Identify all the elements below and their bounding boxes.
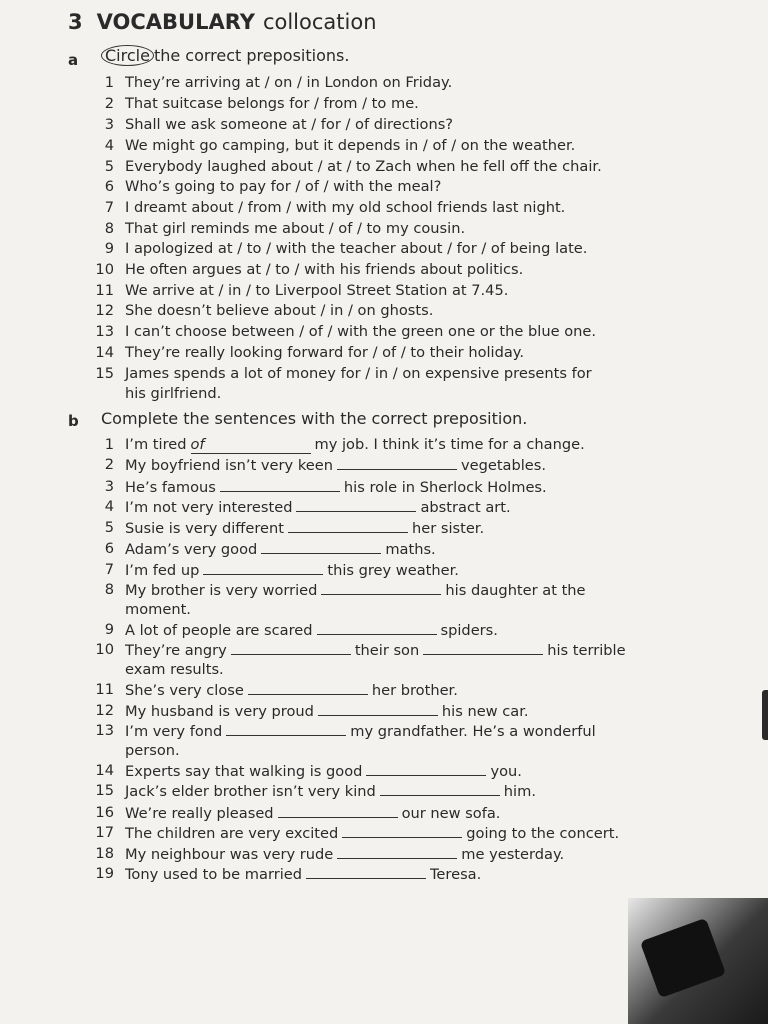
item-number: 3: [104, 116, 114, 133]
sentence-end: our new sofa.: [401, 805, 501, 822]
item-sentence: [125, 864, 481, 885]
answer-blank[interactable]: [231, 640, 351, 655]
sentence-start: Susie is very different: [125, 520, 284, 537]
sentence-start: Tony used to be married: [125, 866, 302, 883]
answer-blank[interactable]: [261, 539, 381, 554]
answer-blank[interactable]: [318, 701, 438, 716]
item-number: 12: [95, 702, 114, 719]
sentence-start: I’m tired: [125, 436, 187, 453]
sentence-start: I’m not very interested: [125, 499, 293, 516]
sentence-start: He’s famous: [125, 479, 216, 496]
item-number: 3: [104, 478, 114, 495]
sentence-start: My brother is very worried: [125, 582, 318, 599]
sentence-end: maths.: [385, 541, 436, 558]
item-number: 4: [104, 137, 114, 154]
item-number: 18: [95, 845, 114, 862]
sentence-end: abstract art.: [420, 499, 511, 516]
item-number: 4: [104, 498, 114, 515]
sentence-end: spiders.: [440, 622, 498, 639]
sentence-end: you.: [490, 763, 522, 780]
sentence-start: We’re really pleased: [125, 805, 274, 822]
item-text[interactable]: They’re arriving at / on / in London on Friday.: [125, 74, 453, 91]
item-text[interactable]: That girl reminds me about / of / to my cousin.: [125, 220, 466, 237]
sentence-end: his role in Sherlock Holmes.: [343, 479, 547, 496]
sentence-end: her sister.: [411, 520, 485, 537]
item-number: 15: [95, 365, 114, 382]
item-text[interactable]: She doesn’t believe about / in / on ghosts.: [125, 302, 434, 319]
answer-blank[interactable]: [380, 781, 500, 796]
item-number: 13: [95, 722, 114, 739]
item-sentence: [125, 761, 522, 782]
sentence-start: I’m fed up: [125, 562, 200, 579]
answer-blank[interactable]: [220, 477, 340, 492]
item-number: 7: [104, 199, 114, 216]
sentence-start: My neighbour was very rude: [125, 846, 334, 863]
sentence-end: my job. I think it’s time for a change.: [314, 436, 585, 453]
item-sentence: [125, 680, 458, 701]
item-number: 1: [104, 74, 114, 91]
circle-word: Circle: [101, 45, 154, 66]
answer-blank-2[interactable]: [423, 640, 543, 655]
item-number: 9: [104, 621, 114, 638]
sentence-start: A lot of people are scared: [125, 622, 313, 639]
answer-blank[interactable]: [317, 620, 437, 635]
answer-blank[interactable]: [288, 518, 408, 533]
item-sentence: [125, 844, 564, 865]
item-number: 8: [104, 220, 114, 237]
sentence-end: this grey weather.: [327, 562, 459, 579]
item-sentence: [125, 518, 484, 539]
item-text[interactable]: That suitcase belongs for / from / to me.: [125, 95, 419, 112]
sentence-start: She’s very close: [125, 682, 244, 699]
item-text-continued: his girlfriend.: [125, 385, 222, 402]
item-text[interactable]: Everybody laughed about / at / to Zach when he fell off the chair.: [125, 158, 602, 175]
item-sentence: [125, 721, 596, 742]
section-a-letter: a: [68, 51, 79, 69]
item-text-continued: exam results.: [125, 661, 224, 678]
sentence-end: my grandfather. He’s a wonderful: [350, 723, 596, 740]
item-number: 7: [104, 561, 114, 578]
item-number: 12: [95, 302, 114, 319]
item-sentence: [125, 781, 536, 802]
item-number: 15: [95, 782, 114, 799]
item-number: 10: [95, 261, 114, 278]
answer-blank[interactable]: [306, 864, 426, 879]
item-sentence: [125, 580, 586, 601]
sentence-start: They’re angry: [125, 642, 227, 659]
item-text[interactable]: He often argues at / to / with his friends about politics.: [125, 261, 524, 278]
photo-corner: [628, 898, 768, 1024]
item-sentence: [125, 560, 459, 581]
item-number: 5: [104, 158, 114, 175]
answer-blank[interactable]: [248, 680, 368, 695]
item-sentence: [125, 497, 511, 518]
item-text[interactable]: I apologized at / to / with the teacher about / for / of being late.: [125, 240, 588, 257]
section-b-letter: b: [68, 412, 79, 430]
exercise-title: [68, 10, 568, 34]
item-number: 19: [95, 865, 114, 882]
answer-blank[interactable]: [226, 721, 346, 736]
item-number: 11: [95, 282, 114, 299]
item-text-continued: person.: [125, 742, 180, 759]
item-text[interactable]: They’re really looking forward for / of / to their holiday.: [125, 344, 525, 361]
item-text[interactable]: I dreamt about / from / with my old school friends last night.: [125, 199, 566, 216]
item-number: 8: [104, 581, 114, 598]
item-number: 1: [104, 436, 114, 453]
item-text[interactable]: Shall we ask someone at / for / of directions?: [125, 116, 454, 133]
item-text[interactable]: James spends a lot of money for / in / on expensive presents for: [125, 365, 592, 382]
item-number: 14: [95, 762, 114, 779]
item-sentence: [125, 701, 529, 722]
item-number: 5: [104, 519, 114, 536]
answer-blank[interactable]: of: [191, 437, 311, 454]
sentence-end: his daughter at the: [445, 582, 586, 599]
sentence-end: vegetables.: [460, 457, 547, 474]
item-text[interactable]: We might go camping, but it depends in / of / on the weather.: [125, 137, 576, 154]
item-number: 2: [104, 95, 114, 112]
item-number: 13: [95, 323, 114, 340]
exercise-subheading: collocation: [262, 10, 377, 34]
item-number: 2: [104, 456, 114, 473]
sentence-end: his new car.: [441, 703, 529, 720]
sentence-end: him.: [503, 783, 536, 800]
answer-blank[interactable]: [278, 803, 398, 818]
item-number: 10: [95, 641, 114, 658]
sentence-start: Jack’s elder brother isn’t very kind: [125, 783, 376, 800]
sentence-start: My husband is very proud: [125, 703, 314, 720]
sentence-end: Teresa.: [430, 866, 482, 883]
sentence-end: going to the concert.: [466, 825, 620, 842]
sentence-end: her brother.: [371, 682, 458, 699]
item-number: 16: [95, 804, 114, 821]
section-a-instruction: [101, 46, 349, 65]
answer-blank[interactable]: [321, 580, 441, 595]
sentence-start: My boyfriend isn’t very keen: [125, 457, 333, 474]
item-sentence: [125, 477, 547, 498]
exercise-number: 3: [68, 10, 83, 34]
sentence-start: Adam’s very good: [125, 541, 258, 558]
sentence-end: his terrible: [547, 642, 626, 659]
answer-blank[interactable]: [337, 455, 457, 470]
item-number: 11: [95, 681, 114, 698]
sentence-start: The children are very excited: [125, 825, 339, 842]
item-number: 14: [95, 344, 114, 361]
item-sentence: [125, 435, 585, 455]
section-a-instruction-rest: the correct prepositions.: [153, 46, 350, 65]
item-text[interactable]: Who’s going to pay for / of / with the meal?: [125, 178, 442, 195]
item-number: 9: [104, 240, 114, 257]
item-sentence: [125, 640, 626, 661]
answer-blank[interactable]: [342, 823, 462, 838]
section-b-instruction: Complete the sentences with the correct preposition.: [101, 409, 528, 428]
item-sentence: [125, 823, 619, 844]
answer-blank[interactable]: [366, 761, 486, 776]
sentence-start: Experts say that walking is good: [125, 763, 363, 780]
sentence-start: I’m very fond: [125, 723, 223, 740]
item-text[interactable]: I can’t choose between / of / with the green one or the blue one.: [125, 323, 596, 340]
item-number: 17: [95, 824, 114, 841]
item-number: 6: [104, 540, 114, 557]
item-sentence: [125, 803, 500, 824]
answer-blank[interactable]: [296, 497, 416, 512]
item-text-continued: moment.: [125, 601, 191, 618]
answer-blank[interactable]: [337, 844, 457, 859]
item-sentence: [125, 539, 436, 560]
item-sentence: [125, 620, 498, 641]
sentence-middle: their son: [354, 642, 420, 659]
item-number: 6: [104, 178, 114, 195]
exercise-heading: VOCABULARY: [96, 10, 255, 34]
item-sentence: [125, 455, 546, 476]
sentence-end: me yesterday.: [461, 846, 565, 863]
answer-blank[interactable]: [203, 560, 323, 575]
item-text[interactable]: We arrive at / in / to Liverpool Street Station at 7.45.: [125, 282, 509, 299]
page-edge-mark: [762, 690, 768, 740]
